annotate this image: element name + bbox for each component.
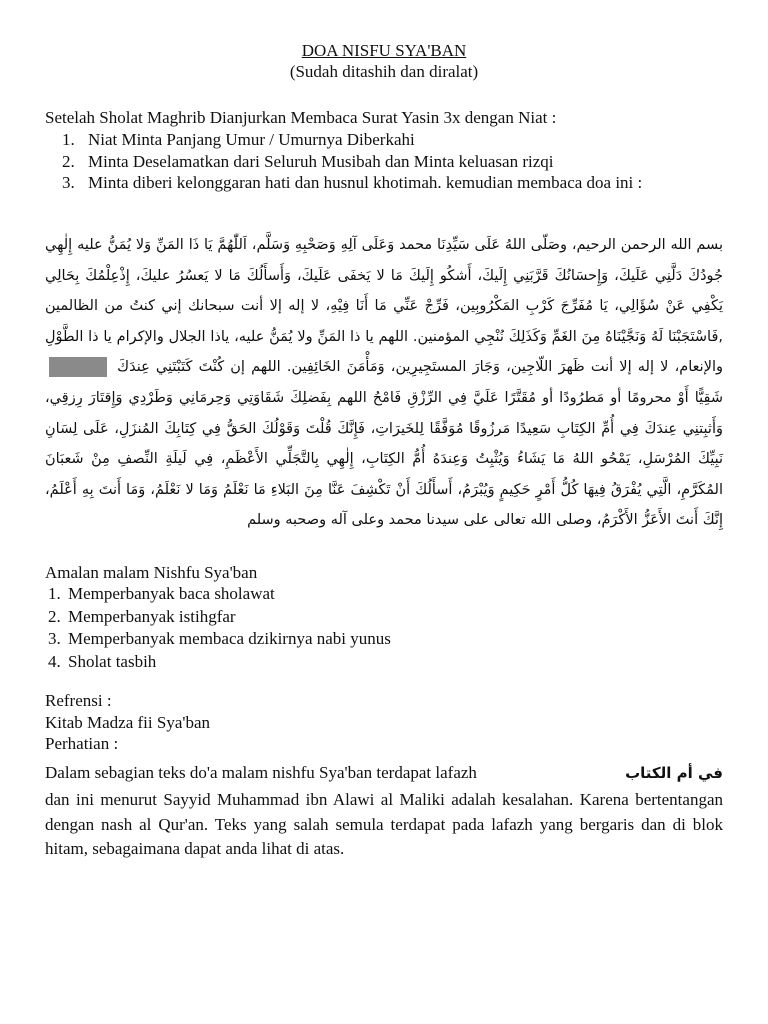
note-arabic-phrase: في أم الكتاب xyxy=(625,764,723,782)
list-number: 4. xyxy=(48,651,61,671)
refrensi-label: Refrensi : xyxy=(45,691,112,710)
list-number: 3. xyxy=(62,173,75,192)
list-number: 2. xyxy=(62,151,75,171)
document-title: DOA NISFU SYA'BAN xyxy=(301,41,467,60)
list-text: Niat Minta Panjang Umur / Umurnya Diberkahi xyxy=(88,130,415,149)
amalan-list xyxy=(48,583,391,673)
niat-list xyxy=(62,129,722,194)
note-rest: dan ini menurut Sayyid Muhammad ibn Alawi al Maliki adalah kesalahan. Karena bertentangan dengan nash al Qur'an. Teks yang salah semula terdapat pada lafazh yang bergaris dan di blok hitam, sebagaimana dapat anda lihat di atas. xyxy=(45,790,723,858)
list-text: Minta Deselamatkan dari Seluruh Musibah dan Minta keluasan rizqi xyxy=(88,151,554,171)
list-text: Memperbanyak membaca dzikirnya nabi yunus xyxy=(68,629,391,648)
list-text: Sholat tasbih xyxy=(68,651,157,671)
references-section xyxy=(45,690,210,755)
list-item xyxy=(48,628,391,651)
list-number: 1. xyxy=(62,130,75,149)
perhatian-label: Perhatian : xyxy=(45,734,119,753)
note-first-line xyxy=(45,760,723,786)
list-item xyxy=(48,651,391,674)
list-number: 1. xyxy=(48,584,61,603)
list-text: Memperbanyak baca sholawat xyxy=(68,584,275,603)
note-paragraph xyxy=(45,760,723,862)
list-number: 3. xyxy=(48,629,61,648)
list-item xyxy=(62,151,722,173)
list-item xyxy=(62,129,722,151)
note-line1-text: Dalam sebagian teks do'a malam nishfu Sya'ban terdapat lafazh xyxy=(45,763,477,782)
list-item xyxy=(48,583,391,606)
doa-part-1: بسم الله الرحمن الرحيم، وصَلّى اللهُ عَلَى سَيِّدِنَا محمد وَعَلَى آلِهِ وَصَحْبِهِ وَسَلَّم، اَللّٰهُمَّ يَا ذَا المَنِّ وَلا يُمَنُّ عليه إِلٰهِي جُودُكَ دَلَّنِي عَلَيكَ، وَإِحسَانُكَ قَرَّبَنِي إِلَيكَ، أَشكُو إِلَيكَ مَا لا يَخفَى عَلَيكَ، وَأَسأَلُكَ مَا لا يَعسُرُ عليكَ، إِذْعِلْمُكَ بِحَالِي يَكْفِي عَنْ سُؤَالِي، يَا مُفَرِّجَ كَرْبِ المَكْرُوبِين، فَرِّجْ عَنِّي مَا أَنَا فِيْهِ، لا إله إلا أنت سبحانك إني كنتُ من الظالمين ,فَاسْتَجَبْنَا لَهُ وَنَجَّيْنَاهُ مِنَ الغَمِّ وَكَذَلِكَ نُنْجِي المؤمنين. اللهم يا ذا المَنِّ ولا يُمَنُّ عليه، ياذا الجلال والإكرام يا ذا الطَّوْلِ والإنعام، لا إله إلا أنت ظَهرَ اللّاجِين، وَجَارَ المستَجِيرِين، وَمَأْمَنَ الخَائِفِين. اللهم إن كُنْتَ كَتَبْتَنِي عِندَكَ xyxy=(45,237,723,376)
list-item xyxy=(62,172,722,194)
doa-arabic-text xyxy=(45,230,723,536)
amalan-title: Amalan malam Nishfu Sya'ban xyxy=(45,563,258,582)
document-subtitle: (Sudah ditashih dan diralat) xyxy=(289,62,479,81)
redacted-block xyxy=(49,357,107,377)
list-number: 2. xyxy=(48,606,61,626)
doa-part-2: شَقِيًّا أَوْ محرومًا أو مَطرُودًا أو مُقَتَّرًا عَلَيَّ فِي الرِّزْقِ فَامْحُ اللهم بِفَضلِكَ شَقَاوَتِي وَحِرمَانِي وَطَرْدِي وَإِقتَارَ رِزقِي، وَأَثبِتنِي عِندَكَ فِي أُمِّ الكِتَابِ سَعِيدًا مَرزُوقًا مُوَفَّقًا لِلخَيرَاتِ، فَإِنَّكَ قُلْتَ وَقَوْلُكَ الحَقُّ فِي كِتَابِكَ المُنزَلِ، عَلَى لِسَانِ نَبِيِّكَ المُرْسَلِ، يَمْحُو اللهُ مَا يَشَاءُ وَيُثْبِتُ وَعِندَهُ أُمُّ الكِتَابِ، إِلٰهِي بِالتَّجَلِّي الأَعْظَمِ، فِي لَيلَةِ النِّصفِ مِنْ شَعبَانَ المُكَرَّمِ، الَّتِي يُفْرَقُ فِيهَا كُلُّ أَمْرٍ حَكِيمٍ وَيُبْرَمُ، أَسأَلُكَ أَنْ تَكْشِفَ عَنَّا مِنَ البَلاءِ مَا نَعْلَمُ وَمَا لا نَعْلَمُ، وَمَا أَنتَ بِهِ أَعْلَمُ، إِنَّكَ أَنتَ الأَعَزُّ الأَكْرَمُ، وصلى الله تعالى على سيدنا محمد وعلى آله وصحبه وسلم xyxy=(45,389,723,529)
refrensi-value: Kitab Madza fii Sya'ban xyxy=(45,712,210,732)
intro-text: Setelah Sholat Maghrib Dianjurkan Membaca Surat Yasin 3x dengan Niat : xyxy=(45,108,557,127)
list-text: Memperbanyak istihgfar xyxy=(68,606,236,626)
list-item xyxy=(48,606,391,629)
list-text: Minta diberi kelonggaran hati dan husnul khotimah. kemudian membaca doa ini : xyxy=(88,173,643,192)
